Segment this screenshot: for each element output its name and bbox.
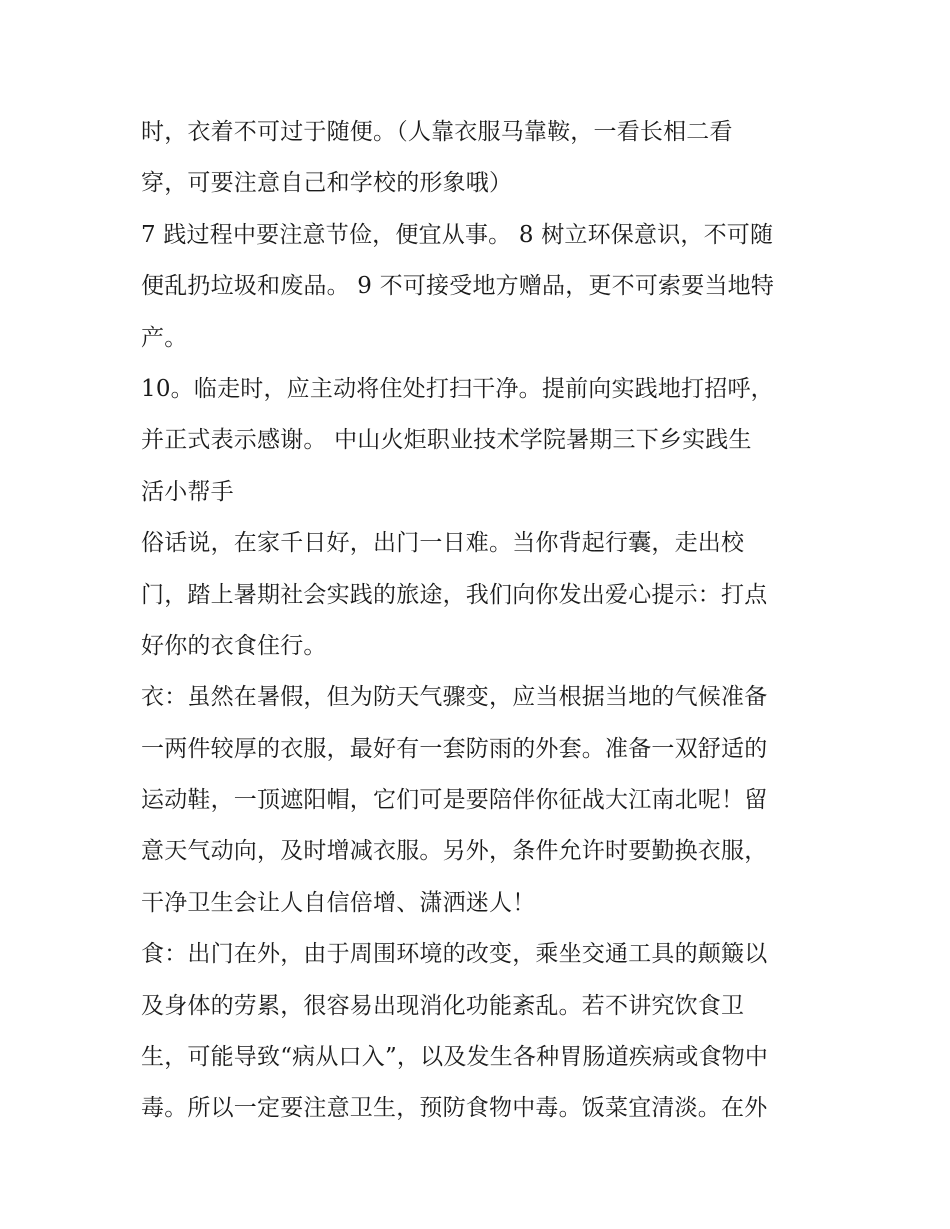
text-line: 便乱扔垃圾和废品。 9 不可接受地方赠品，更不可索要当地特 xyxy=(141,273,775,300)
text-line: 及身体的劳累，很容易出现消化功能紊乱。若不讲究饮食卫 xyxy=(141,992,745,1019)
paragraph-rules-7-9 xyxy=(141,210,821,364)
text-line: 并正式表示感谢。 中山火炬职业技术学院暑期三下乡实践生 xyxy=(141,427,752,454)
text-line: 干净卫生会让人自信倍增、潇洒迷人！ xyxy=(141,889,536,916)
paragraph-intro xyxy=(141,518,821,672)
text-line: 活小帮手 xyxy=(141,478,234,505)
paragraph-rule-10-and-title xyxy=(141,364,821,518)
text-line: 运动鞋，一顶遮阳帽，它们可是要陪伴你征战大江南北呢！留 xyxy=(141,787,768,814)
text-line: 俗话说，在家千日好，出门一日难。当你背起行囊，走出校 xyxy=(141,530,745,557)
text-line: 7 践过程中要注意节俭，便宜从事。 8 树立环保意识，不可随 xyxy=(141,221,774,248)
text-line: 穿，可要注意自己和学校的形象哦） xyxy=(141,170,513,197)
text-line: 10。临走时，应主动将住处打扫干净。提前向实践地打招呼， xyxy=(141,375,774,402)
text-line: 毒。所以一定要注意卫生，预防食物中毒。饭菜宜清淡。在外 xyxy=(141,1095,768,1122)
paragraph-food xyxy=(141,929,821,1135)
document-body xyxy=(141,107,821,1135)
text-line: 意天气动向，及时增减衣服。另外，条件允许时要勤换衣服， xyxy=(141,838,768,865)
text-line: 产。 xyxy=(141,324,188,351)
text-line: 食：出门在外，由于周围环境的改变，乘坐交通工具的颠簸以 xyxy=(141,941,768,968)
paragraph-clothing xyxy=(141,672,821,929)
paragraph-attire-note xyxy=(141,107,821,210)
text-line: 一两件较厚的衣服，最好有一套防雨的外套。准备一双舒适的 xyxy=(141,735,768,762)
text-line: 生，可能导致“病从口入”，以及发生各种胃肠道疾病或食物中 xyxy=(141,1044,769,1071)
text-line: 时，衣着不可过于随便。（人靠衣服马靠鞍，一看长相二看 xyxy=(141,119,733,145)
text-line: 衣：虽然在暑假，但为防天气骤变，应当根据当地的气候准备 xyxy=(141,684,768,711)
text-line: 门，踏上暑期社会实践的旅途，我们向你发出爱心提示：打点 xyxy=(141,581,768,608)
text-line: 好你的衣食住行。 xyxy=(141,632,327,659)
